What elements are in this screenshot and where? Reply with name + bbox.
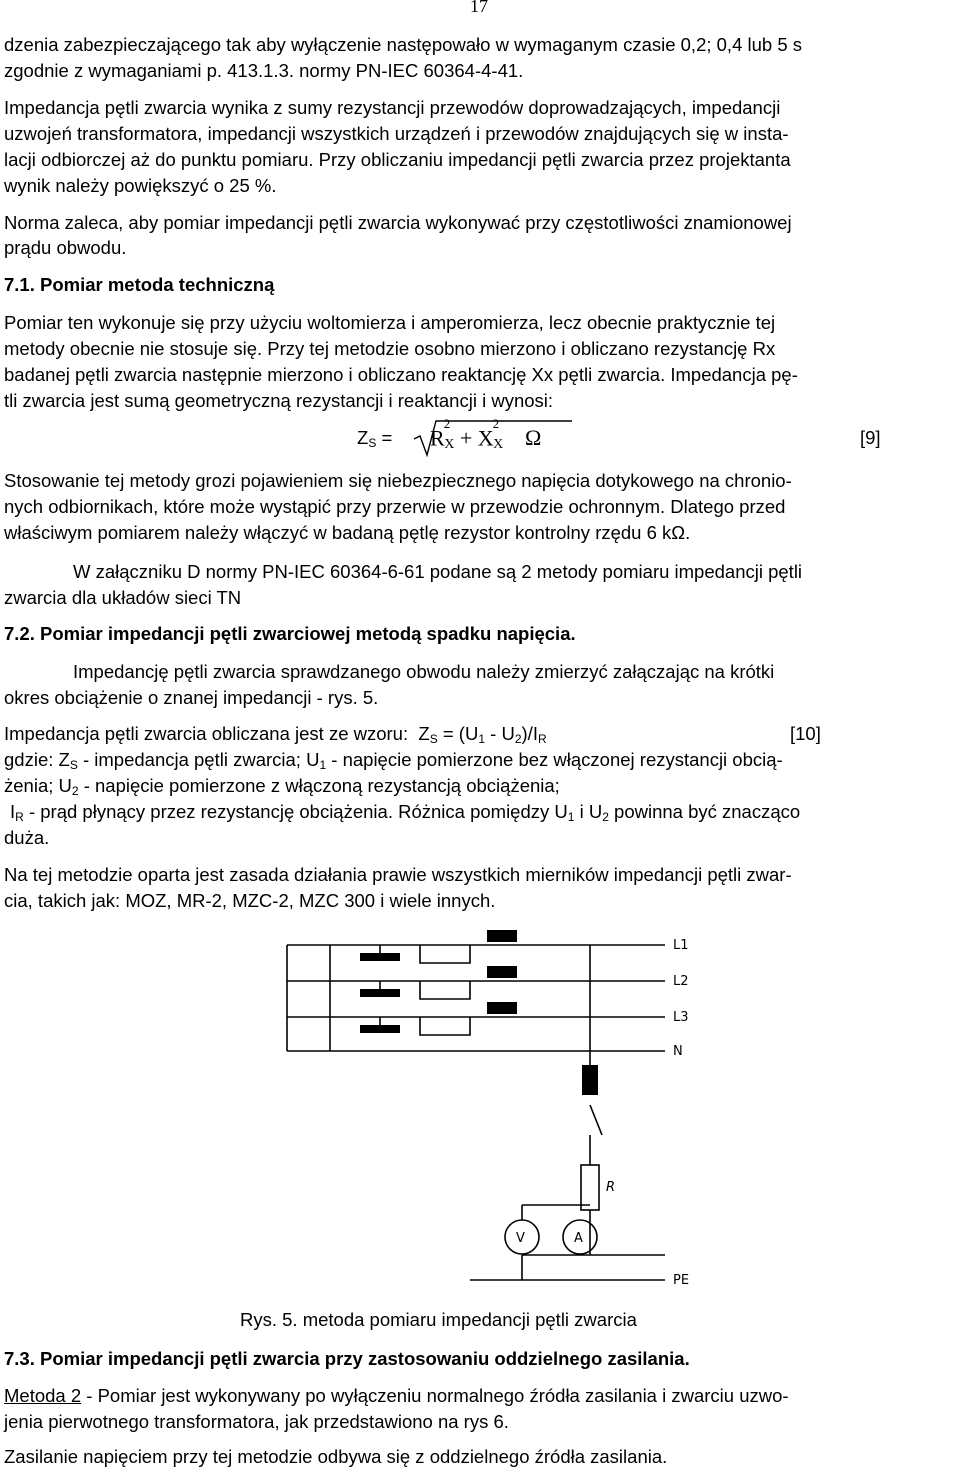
para7-line1: Impedancję pętli zwarcia sprawdzanego obwodu należy zmierzyć załączając na krótki [73,661,775,682]
para4-line3: badanej pętli zwarcia następnie mierzono i obliczano reaktancję Xx pętli zwarcia. Impedancja pę- [4,364,798,385]
formula-9-radicand: $R^2_X + X^2_X$ [430,416,504,453]
winding-3 [360,1025,400,1033]
label-n: N [673,1044,683,1059]
formula-9-number: [9] [860,427,881,448]
para9-line2: jenia pierwotnego transformatora, jak przedstawiono na rys 6. [4,1411,509,1432]
page-number: 17 [470,0,488,16]
legend-line3: $I_R$ - prąd płynący przez rezystancję obciążenia. Różnica pomiędzy $U_1$ i $U_2$ powinna być znacząco [10,801,801,824]
label-v: V [516,1231,525,1246]
legend-line4: duża. [4,827,50,848]
fuse-3 [487,1002,517,1014]
para9-line1: Metoda 2 - Pomiar jest wykonywany po wyłączeniu normalnego źródła zasilania i zwarciu uzwo- [4,1385,789,1406]
circuit-diagram [0,925,960,1315]
para6-line1: W załączniku D normy PN-IEC 60364-6-61 podane są 2 metody pomiaru impedancji pętli [73,561,803,582]
legend-line2: żenia; $U_2$ - napięcie pomierzone z włączoną rezystancją obciążenia; [4,775,560,798]
para5-line1: Stosowanie tej metody grozi pojawieniem się niebezpiecznego napięcia dotykowego na chroniо- [4,470,792,491]
para3-line2: prądu obwodu. [4,237,127,258]
heading-7-3: 7.3. Pomiar impedancji pętli zwarcia przy zastosowaniu oddzielnego zasilania. [4,1348,690,1369]
para2-line3: lacji odbiorczej aż do punktu pomiaru. Przy obliczaniu impedancji pętli zwarcia przez projektanta [4,149,791,170]
formula-9 [357,416,597,457]
para5-line3: właściwym pomiarem należy włączyć w badaną pętlę rezystor kontrolny rzędu 6 kΩ. [4,522,691,543]
para4-line2: metody obecnie nie stosuje się. Przy tej metodzie osobno mierzono i obliczano rezystancję Rx [4,338,776,359]
label-a: A [574,1231,583,1246]
heading-7-1: 7.1. Pomiar metoda techniczną [4,274,275,295]
formula-10-number: [10] [790,723,821,744]
label-l2: L2 [673,974,689,989]
label-pe: PE [673,1273,690,1288]
para7-line2: okres obciążenie o znanej impedancji - rys. 5. [4,687,379,708]
formula-10-line: Impedancja pętli zwarcia obliczana jest ze wzoru: $Z_S = (U_1 - U_2)/I_R$ [4,723,547,746]
para6-line2: zwarcia dla układów sieci TN [4,587,242,608]
para2-line2: uzwojeń transformatora, impedancji wszystkich urządzeń i przewodów znajdujących się w insta- [4,123,789,144]
para3-line1: Norma zaleca, aby pomiar impedancji pętli zwarcia wykonywać przy częstotliwości znamionowej [4,212,792,233]
ohm-unit: Ω [525,425,542,450]
figure-caption: Rys. 5. metoda pomiaru impedancji pętli zwarcia [240,1309,637,1330]
fuse-1 [487,930,517,942]
legend-line1: gdzie: $Z_S$ - impedancja pętli zwarcia; $U_1$ - napięcie pomierzone bez włączonej rezystancji obcią- [4,749,783,772]
fuse-load [582,1065,598,1095]
para1-line2: zgodnie z wymaganiami p. 413.1.3. normy PN-IEC 60364-4-41. [4,60,524,81]
method-2-label: Metoda 2 [4,1385,82,1406]
label-l3: L3 [673,1010,689,1025]
formula-9-lhs: $Z_S$ = [357,427,393,450]
winding-2 [360,989,400,997]
para5-line2: nych odbiornikach, które może wystąpić przy przerwie w przewodzie ochronnym. Dlatego przed [4,496,786,517]
para4-line4: tli zwarcia jest sumą geometryczną rezystancji i reaktancji i wynosi: [4,390,554,411]
para2-line4: wynik należy powiększyć o 25 %. [4,175,277,196]
heading-7-2: 7.2. Pomiar impedancji pętli zwarciowej metodą spadku napięcia. [4,623,576,644]
fuse-2 [487,966,517,978]
para8-line2: cia, takich jak: MOZ, MR-2, MZC-2, MZC 300 i wiele innych. [4,890,496,911]
para4-line1: Pomiar ten wykonuje się przy użyciu woltomierza i amperomierza, lecz obecnie praktycznie tej [4,312,776,333]
para2-line1: Impedancja pętli zwarcia wynika z sumy rezystancji przewodów doprowadzających, impedancji [4,97,781,118]
para1-line1: dzenia zabezpieczającego tak aby wyłączenie następowało w wymaganym czasie 0,2; 0,4 lub 5 s [4,34,803,55]
para10: Zasilanie napięciem przy tej metodzie odbywa się z oddzielnego źródła zasilania. [4,1446,668,1467]
para8-line1: Na tej metodzie oparta jest zasada działania prawie wszystkich mierników impedancji pętli zwar- [4,864,792,885]
winding-1 [360,953,400,961]
label-r: R [606,1180,616,1195]
label-l1: L1 [673,938,689,953]
